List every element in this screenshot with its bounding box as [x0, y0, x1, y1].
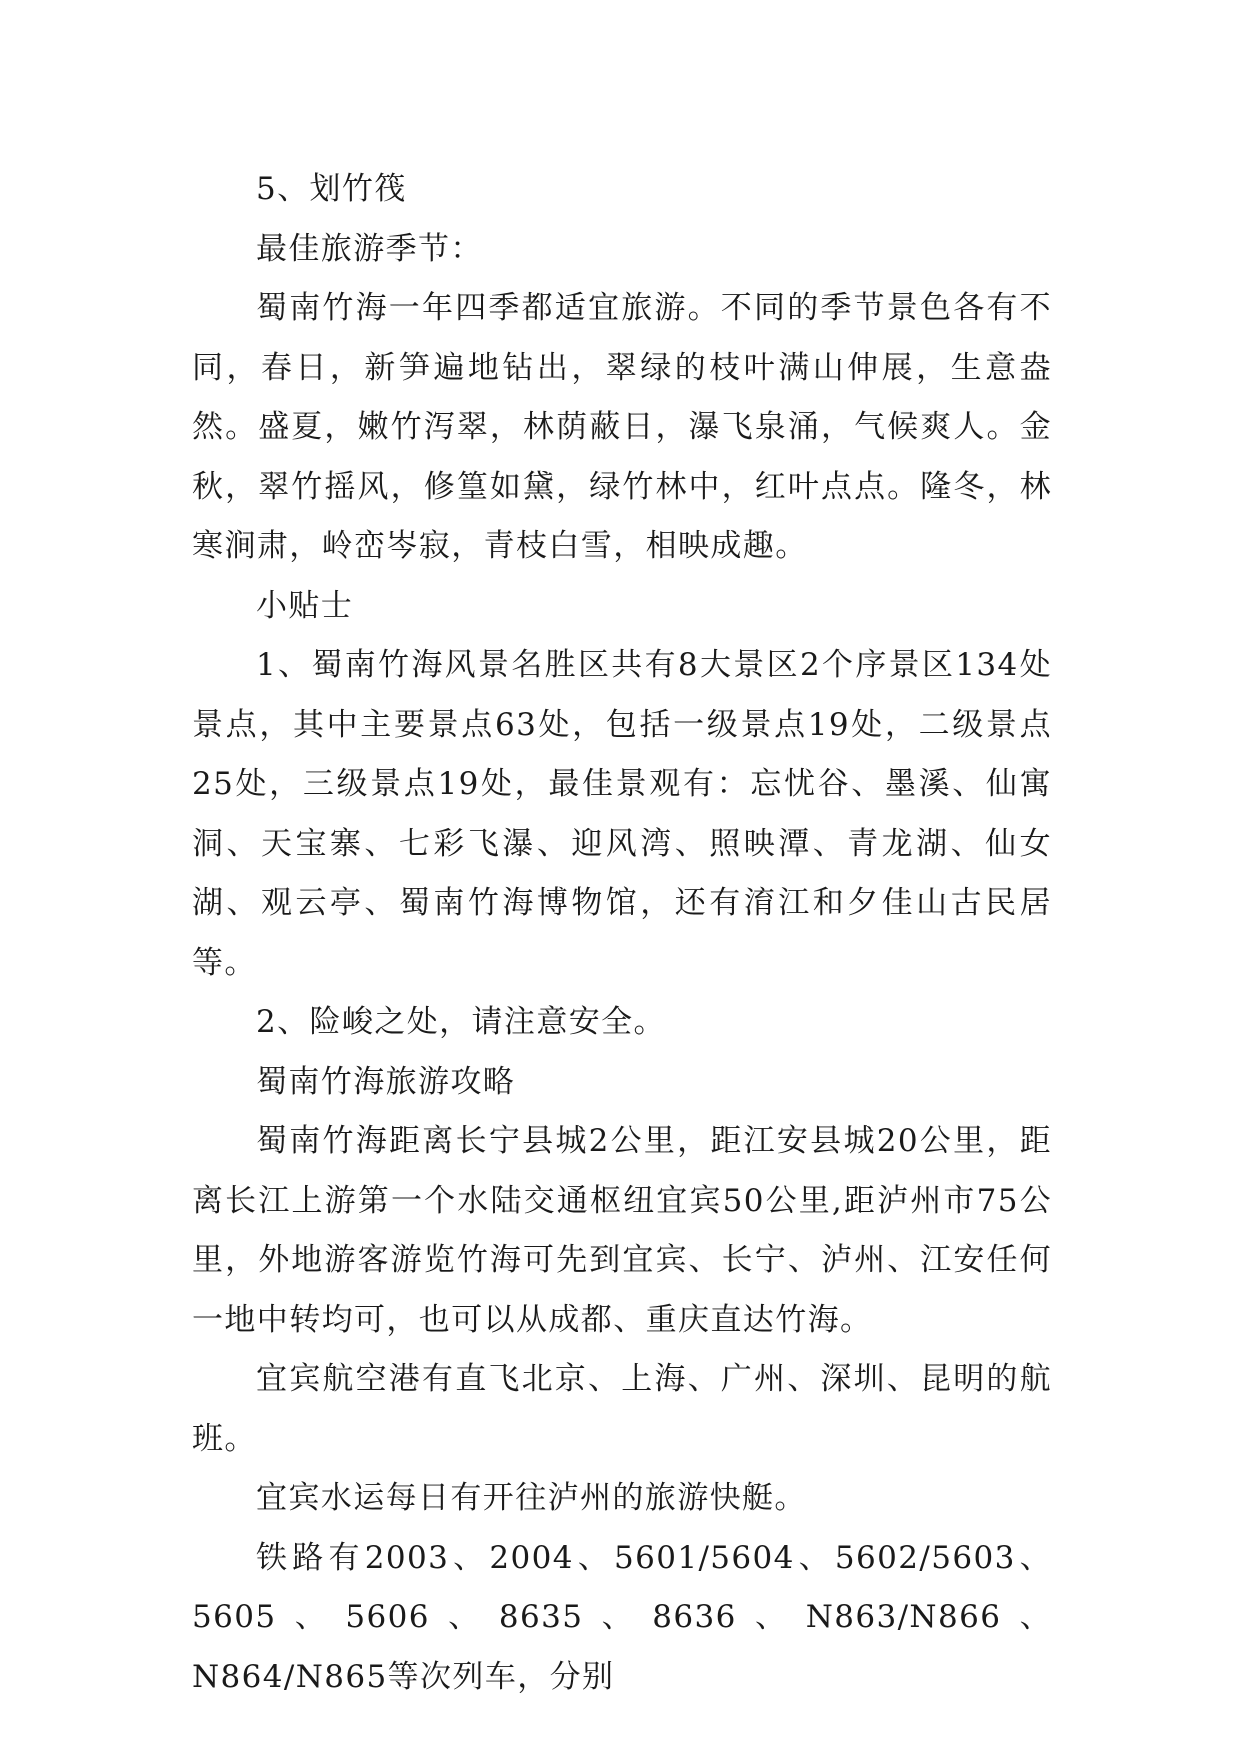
section-heading-best-season: 最佳旅游季节： — [256, 230, 483, 267]
paragraph-water-transport: 宜宾水运每日有开往泸州的旅游快艇。 — [256, 1480, 807, 1516]
paragraph-tip-2: 2、险峻之处，请注意安全。 — [256, 1004, 666, 1040]
paragraph-tip-1: 1、蜀南竹海风景名胜区共有8大景区2个序景区134处景点，其中主要景点63处，包括一级景点19处，二级景点25处，三级景点19处，最佳景观有：忘忧谷、墨溪、仙寓洞、天宝寨、七彩飞瀑、迎风湾、照映潭、青龙湖、仙女湖、观云亭、蜀南竹海博物馆，还有淯江和夕佳山古民居等。 — [192, 647, 1052, 981]
section-heading-tips: 小贴士 — [256, 587, 354, 624]
section-heading-bamboo-raft: 5、划竹筏 — [256, 171, 407, 207]
document-body — [192, 160, 1052, 1707]
paragraph-railway: 铁路有2003、2004、5601/5604、5602/5603、5605、5606、8635、8636、N863/N866、N864/N865等次列车，分别 — [192, 1539, 1052, 1695]
paragraph-distances: 蜀南竹海距离长宁县城2公里，距江安县城20公里，距离长江上游第一个水陆交通枢纽宜宾50公里,距泸州市75公里，外地游客游览竹海可先到宜宾、长宁、泸州、江安任何一地中转均可，也可以从成都、重庆直达竹海。 — [192, 1123, 1052, 1338]
paragraph-seasons: 蜀南竹海一年四季都适宜旅游。不同的季节景色各有不同，春日，新笋遍地钻出，翠绿的枝叶满山伸展，生意盎然。盛夏，嫩竹泻翠，林荫蔽日，瀑飞泉涌，气候爽人。金秋，翠竹摇风，修篁如黛，绿竹林中，红叶点点。隆冬，林寒涧肃，岭峦岑寂，青枝白雪，相映成趣。 — [192, 290, 1052, 564]
paragraph-airport: 宜宾航空港有直飞北京、上海、广州、深圳、昆明的航班。 — [192, 1361, 1052, 1457]
section-heading-travel-guide: 蜀南竹海旅游攻略 — [256, 1063, 516, 1100]
